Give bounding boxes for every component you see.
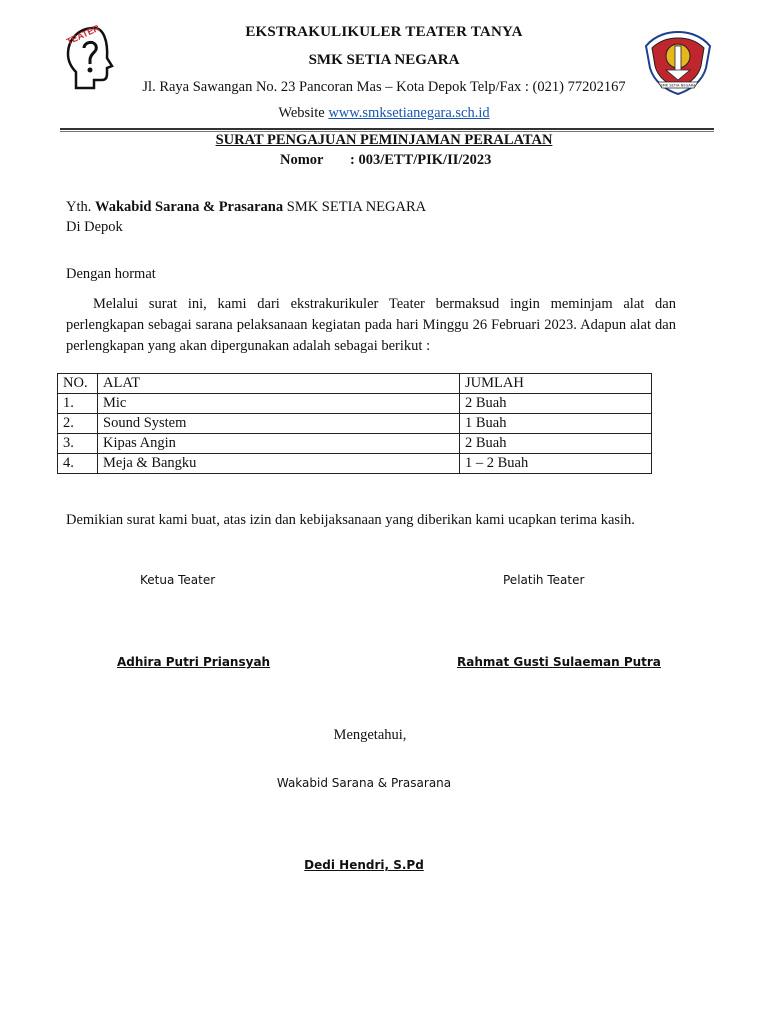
row-jumlah: 2 Buah [460, 394, 652, 414]
signature-name-left: Adhira Putri Priansyah [117, 655, 271, 669]
row-jumlah: 2 Buah [460, 434, 652, 454]
document-title: SURAT PENGAJUAN PEMINJAMAN PERALATAN [215, 132, 553, 148]
row-jumlah: 1 Buah [460, 414, 652, 434]
header-website [0, 105, 768, 122]
recipient-prefix: Yth. [66, 199, 95, 215]
row-no: 4. [58, 454, 98, 474]
row-alat: Sound System [98, 414, 460, 434]
number-value: : 003/ETT/PIK/II/2023 [350, 152, 492, 168]
recipient-line [66, 199, 426, 216]
row-no: 2. [58, 414, 98, 434]
row-jumlah: 1 – 2 Buah [460, 454, 652, 474]
closing-sentence: Demikian surat kami buat, atas izin dan kebijaksanaan yang diberikan kami ucapkan terima kasih. [66, 512, 635, 528]
equipment-table [57, 373, 652, 474]
header-alat: ALAT [98, 374, 460, 394]
table-header-row [58, 374, 652, 394]
table-row [58, 454, 652, 474]
number-label: Nomor [280, 152, 324, 168]
row-alat: Kipas Angin [98, 434, 460, 454]
teater-logo-text: TEATER [64, 22, 102, 47]
document-number [280, 152, 491, 169]
signature-role-left: Ketua Teater [140, 573, 216, 587]
signature-name-center: Dedi Hendri, S.Pd [304, 858, 424, 872]
row-no: 1. [58, 394, 98, 414]
row-no: 3. [58, 434, 98, 454]
header-divider [60, 128, 714, 130]
body-paragraph: Melalui surat ini, kami dari ekstrakurikuler Teater bermaksud ingin meminjam alat dan perlengkapan sebagai sarana pelaksanaan kegiatan pada hari Minggu 26 Februari 2023. Adapun alat dan perlengkapan yang akan dipergunakan adalah sebagai berikut : [66, 296, 676, 354]
signature-role-center: Wakabid Sarana & Prasarana [276, 776, 452, 790]
recipient-location: Di Depok [66, 219, 123, 235]
signature-role-right: Pelatih Teater [503, 573, 585, 587]
table-row [58, 394, 652, 414]
header-school: SMK SETIA NEGARA [308, 52, 460, 68]
website-link[interactable]: www.smksetianegara.sch.id [328, 105, 490, 121]
acknowledge-label: Mengetahui, [333, 727, 407, 743]
row-alat: Mic [98, 394, 460, 414]
table-row [58, 414, 652, 434]
recipient-name: Wakabid Sarana & Prasarana [95, 199, 284, 215]
row-alat: Meja & Bangku [98, 454, 460, 474]
recipient-suffix: SMK SETIA NEGARA [283, 199, 427, 215]
header-address: Jl. Raya Sawangan No. 23 Pancoran Mas – Kota Depok Telp/Fax : (021) 77202167 [142, 79, 626, 95]
table-row [58, 434, 652, 454]
signature-name-right: Rahmat Gusti Sulaeman Putra [457, 655, 661, 669]
greeting: Dengan hormat [66, 266, 156, 282]
website-label: Website [278, 105, 329, 121]
header-no: NO. [58, 374, 98, 394]
crest-text: SMK SETIA NEGARA [660, 83, 696, 88]
header-jumlah: JUMLAH [460, 374, 652, 394]
header-title: EKSTRAKULIKULER TEATER TANYA [245, 24, 523, 40]
